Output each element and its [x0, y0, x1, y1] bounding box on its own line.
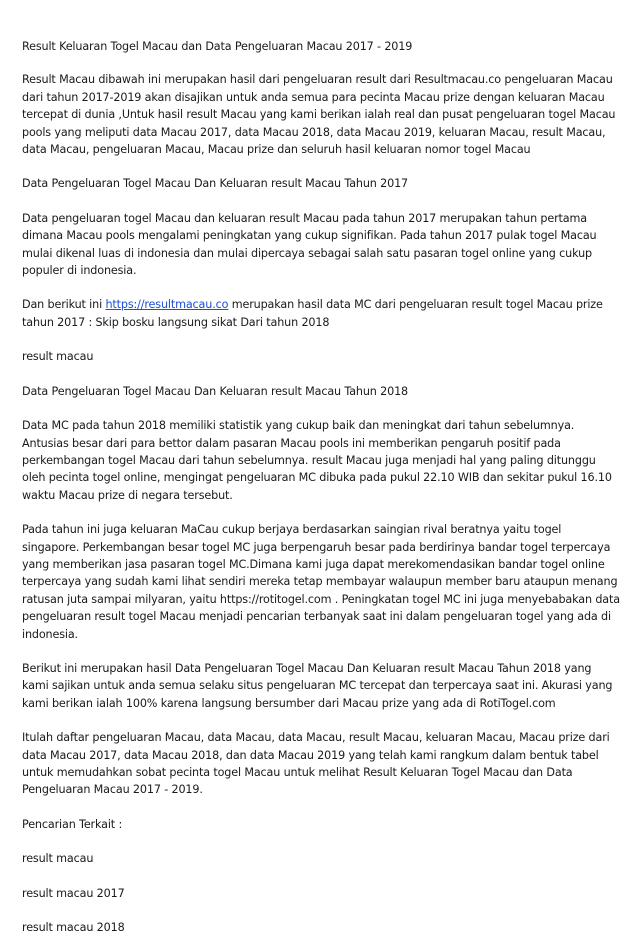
intro-paragraph: Result Macau dibawah ini merupakan hasil dari pengeluaran result dari Resultmacau.co pengeluaran Macau dari tahun 2017-2019 akan disajikan untuk anda semua para pecinta Macau prize dengan keluaran Macau tercepat di dunia ,Untuk hasil result Macau yang kami berikan ialah real dan pusat pengeluaran togel Macau pools yang meliputi data Macau 2017, data Macau 2018, data Macau 2019, keluaran Macau, result Macau, data Macau, pengeluaran Macau, Macau prize dan seluruh hasil keluaran nomor togel Macau [22, 73, 616, 157]
heading-2018: Data Pengeluaran Togel Macau Dan Keluaran result Macau Tahun 2018 [22, 384, 409, 398]
related-label: Pencarian Terkait : [22, 817, 123, 831]
related-item-result-macau: result macau [22, 852, 94, 866]
summary-paragraph: Itulah daftar pengeluaran Macau, data Macau, data Macau, result Macau, keluaran Macau, Macau prize dari data Macau 2017, data Macau 2018, dan data Macau 2019 yang telah kami rangkum dalam bentuk tabel untuk memudahkan sobat pecinta togel Macau untuk melihat Result Keluaran Togel Macau dan Data Pengeluaran Macau 2017 - 2019. [22, 731, 610, 797]
resultmacau-link[interactable]: https://resultmacau.co [105, 298, 229, 312]
paragraph-2018-c: Berikut ini merupakan hasil Data Pengeluaran Togel Macau Dan Keluaran result Macau Tahun 2018 yang kami sajikan untuk anda semua selaku situs pengeluaran MC tercepat dan terpercaya saat ini. Akurasi yang kami berikan ialah 100% karena langsung bersumber dari Macau prize yang ada di RotiTogel.com [22, 661, 613, 710]
related-item-result-macau-2017: result macau 2017 [22, 886, 125, 900]
paragraph-2018-b: Pada tahun ini juga keluaran MaCau cukup berjaya berdasarkan saingian rival beratnya yaitu togel singapore. Perkembangan besar togel MC juga berpengaruh besar pada berdirinya bandar togel terpercaya yang memberikan jasa pasaran togel MC.Dimana kami juga dapat merekomendasikan bandar togel online terpercaya yang sudah kami lihat sendiri mereka tetap membayar walaupun member baru ataupun menang ratusan juta sampai milyaran, yaitu https://rotitogel.com . Peningkatan togel MC ini juga menyebabakan data pengeluaran result togel Macau menjadi pencarian terbanyak saat ini dalam pengeluaran togel yang ada di indonesia. [22, 523, 620, 641]
link-paragraph-after: merupakan hasil data MC dari pengeluaran result togel Macau prize tahun 2017 : Skip bosku langsung sikat Dari tahun 2018 [22, 298, 603, 329]
paragraph-2018-a: Data MC pada tahun 2018 memiliki statistik yang cukup baik dan meningkat dari tahun sebelumnya. Antusias besar dari para bettor dalam pasaran Macau pools ini memberikan pengaruh positif pada perkembangan togel Macau dari tahun sebelumnya. result Macau juga menjadi hal yang paling ditunggu oleh pecinta togel online, mengingat pengeluaran MC dibuka pada pukul 22.10 WIB dan sekitar pukul 16.10 waktu Macau prize di negara tersebut. [22, 419, 612, 502]
paragraph-2017: Data pengeluaran togel Macau dan keluaran result Macau pada tahun 2017 merupakan tahun pertama dimana Macau pools mengalami peningkatan yang cukup signifikan. Pada tahun 2017 pulak togel Macau mulai dikenal luas di indonesia dan mulai dipercaya sebagai salah satu pasaran togel online yang cukup populer di indonesia. [22, 211, 597, 278]
heading-2017: Data Pengeluaran Togel Macau Dan Keluaran result Macau Tahun 2017 [22, 177, 409, 191]
label-result-macau: result macau [22, 350, 94, 364]
link-paragraph [22, 296, 620, 331]
document-title: Result Keluaran Togel Macau dan Data Pengeluaran Macau 2017 - 2019 [22, 40, 413, 53]
related-item-result-macau-2018: result macau 2018 [22, 921, 125, 935]
document-page [22, 38, 620, 936]
link-paragraph-before: Dan berikut ini [22, 298, 106, 312]
